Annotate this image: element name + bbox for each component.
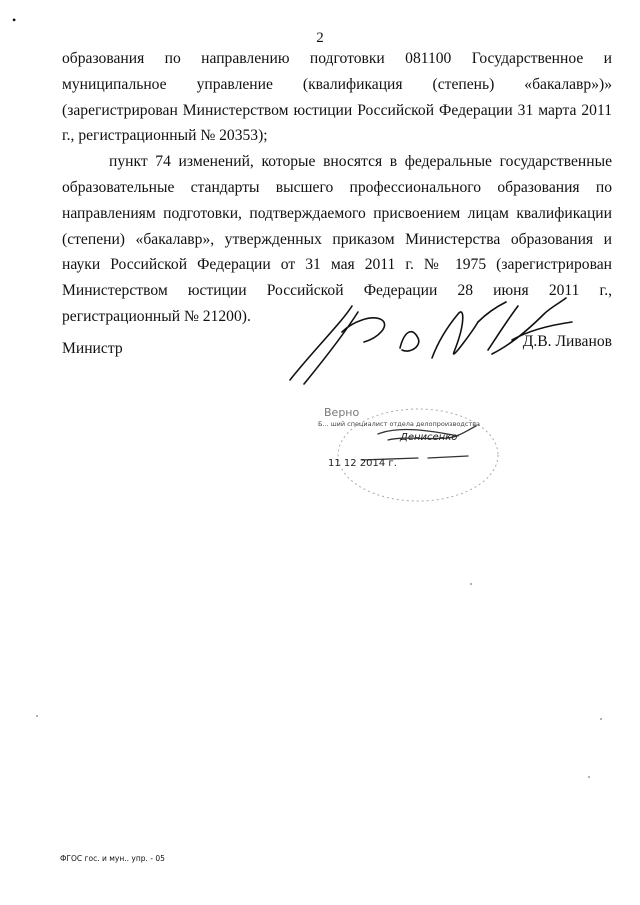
signatory-title: Министр [62,340,123,357]
certification-stamp [308,400,508,510]
signatory-name: Д.В. Ливанов [522,333,612,350]
footer-reference: ФГОС гос. и мун.. упр. - 05 [60,854,165,863]
stamp-verified-text: Верно [324,406,360,419]
paragraph-continuation: образования по направлению подготовки 081100 Государственное и муниципальное управление (квалификация (степень) «бакалавр»)» (зарегистрирован Министерством юстиции Российской Федерации 31 марта 2011 г., регистрационный № 20353); [62,50,612,145]
document-body [62,46,612,330]
margin-dot: • [12,13,17,27]
signature-block [62,320,612,390]
page-number: 2 [316,30,324,46]
paragraph-item-74: пункт 74 изменений, которые вносятся в федеральные государственные образовательные стандарты высшего профессионального образования по направлениям подготовки, подтверждаемого присвоением лицам квалификации (степени) «бакалавр», утвержденных приказом Министерства образования и науки Российской Федерации от 31 мая 2011 г. № 1975 (зарегистрирован Министерством юстиции Российской Федерации 28 июня 2011 г., регистрационный № 21200). [62,153,612,325]
scan-speck [600,718,602,720]
stamp-signatory-text: Денисенко [400,432,458,443]
scan-speck [588,776,590,778]
stamp-date-text: 11 12 2014 г. [328,458,397,469]
scan-speck [470,583,472,585]
scan-speck [36,715,38,717]
stamp-position-text: Б... ший специалист отдела делопроизводства [318,420,481,428]
